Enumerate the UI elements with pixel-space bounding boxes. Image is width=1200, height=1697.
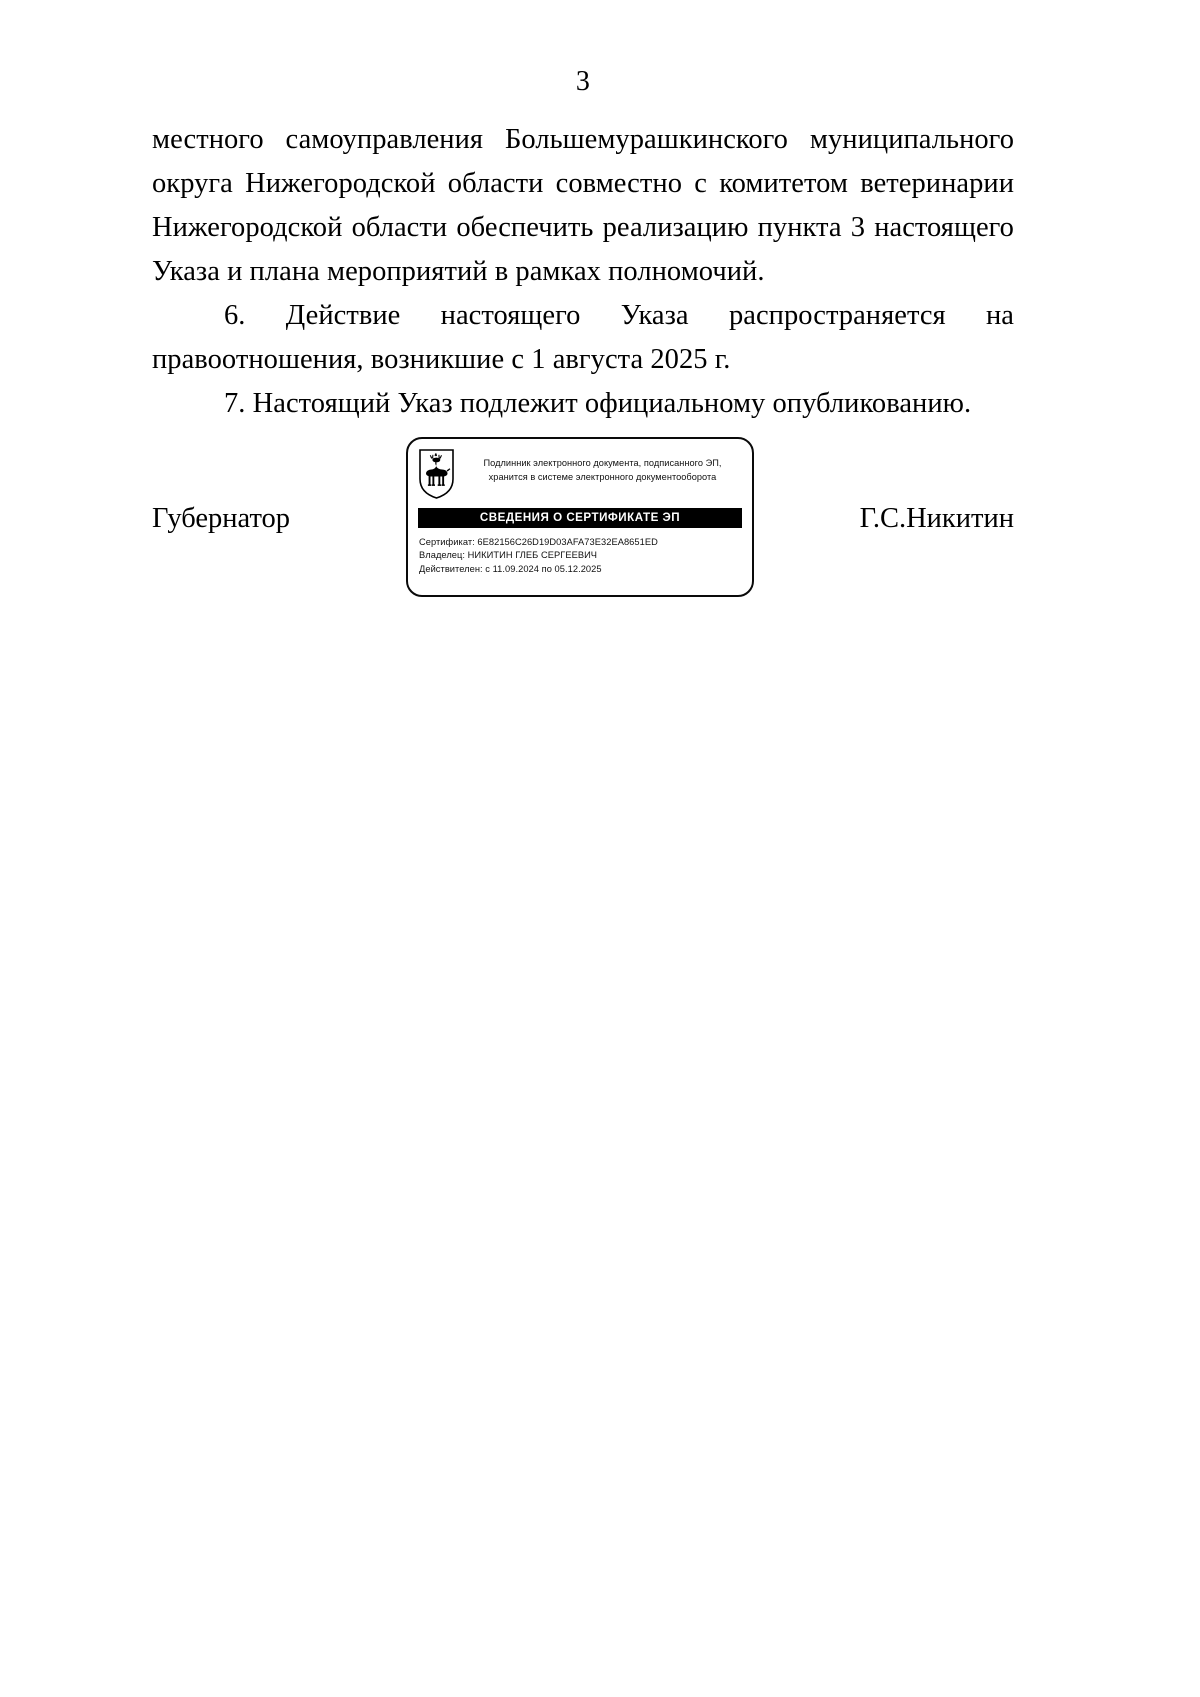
stamp-inner [418, 448, 742, 587]
stamp-banner: СВЕДЕНИЯ О СЕРТИФИКАТЕ ЭП [418, 508, 742, 528]
signatory-name: Г.С.Никитин [859, 503, 1014, 534]
stamp-certificate-serial: Сертификат: 6E82156C26D19D03AFA73E32EA8651ED [419, 537, 658, 547]
paragraph-item-7: 7. Настоящий Указ подлежит официальному опубликованию. [224, 388, 972, 419]
stamp-notice [465, 448, 742, 484]
paragraph-continuation: местного самоуправления Большемурашкинского муниципального округа Нижегородской области совместно с комитетом ветеринарии Нижегородской области обеспечить реализацию пункта 3 настоящего Указа и плана мероприятий в рамках полномочий. [152, 124, 1014, 287]
signatory-title: Губернатор [152, 503, 291, 534]
document-content [152, 0, 1014, 426]
stamp-notice-line-2: хранится в системе электронного документооборота [488, 471, 717, 482]
stamp-header [418, 448, 742, 504]
stamp-certificate-owner: Владелец: НИКИТИН ГЛЕБ СЕРГЕЕВИЧ [419, 550, 598, 561]
deer-coat-of-arms-icon [418, 449, 455, 499]
paragraph-item-6: 6. Действие настоящего Указа распространяется на правоотношения, возникшие с 1 августа 2025 г. [152, 300, 1014, 375]
electronic-signature-stamp [406, 437, 754, 597]
stamp-notice-line-1: Подлинник электронного документа, подписанного ЭП, [483, 458, 722, 468]
stamp-certificate-validity: Действителен: с 11.09.2024 по 05.12.2025 [419, 563, 602, 574]
document-body [152, 118, 1014, 426]
page-number: 3 [575, 66, 591, 97]
stamp-details [418, 536, 742, 576]
